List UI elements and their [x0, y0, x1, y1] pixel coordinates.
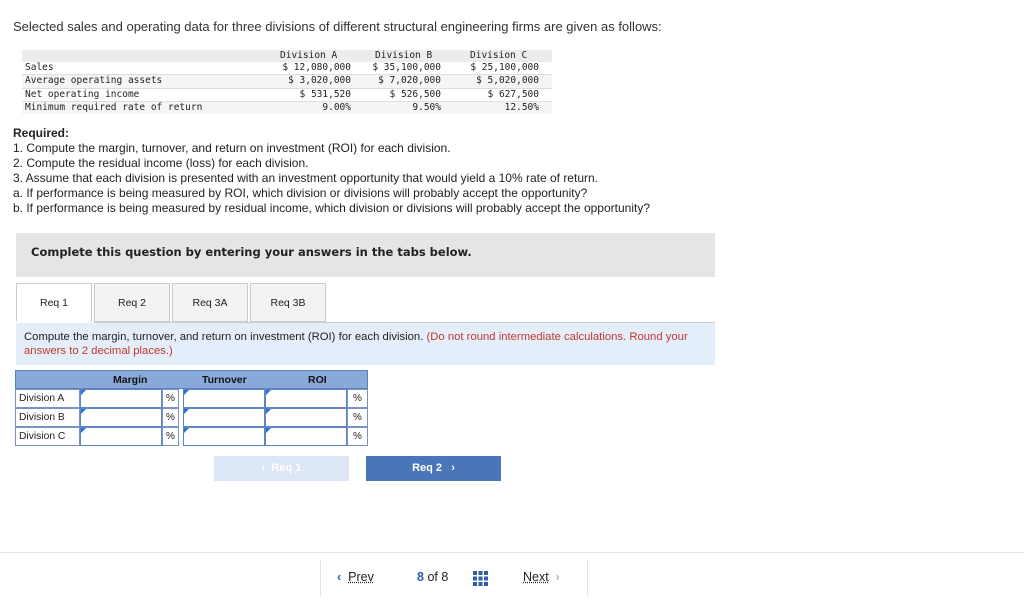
turnover-input-c[interactable]: [183, 427, 265, 446]
cell-a: $ 531,520: [299, 88, 351, 100]
cell-c: $ 25,100,000: [470, 62, 539, 73]
instruction-note: (Do not round intermediate calculations. Round your answers to 2 decimal places.): [24, 331, 688, 357]
required-item: 2. Compute the residual income (loss) for each division.: [13, 155, 309, 170]
header-roi: ROI: [308, 374, 327, 386]
pct-symbol: %: [347, 389, 368, 408]
required-item: 3. Assume that each division is presented with an investment opportunity that would yield a 10% rate of return.: [13, 170, 598, 185]
pct-symbol: %: [162, 389, 179, 408]
instruction-main: Compute the margin, turnover, and return on investment (ROI) for each division.: [24, 331, 424, 343]
pager-prev-button[interactable]: [337, 570, 374, 584]
question-pager: [320, 560, 588, 596]
row-label-division-c: Division C: [15, 427, 80, 446]
header-division-b: Division B: [375, 50, 433, 61]
cell-a: 9.00%: [322, 101, 351, 113]
turnover-input-a[interactable]: [183, 389, 265, 408]
tab-req-3a[interactable]: Req 3A: [172, 283, 248, 322]
next-req-label: Req 2: [412, 462, 443, 474]
prev-req-button[interactable]: [214, 456, 349, 481]
chevron-right-icon: ›: [555, 570, 560, 584]
row-label: Average operating assets: [25, 75, 163, 87]
turnover-input-b[interactable]: [183, 408, 265, 427]
pager-next-button[interactable]: [523, 570, 560, 584]
cell-b: $ 35,100,000: [372, 62, 441, 73]
cell-a: $ 3,020,000: [288, 75, 351, 87]
sales-data-table: [22, 50, 552, 114]
tab-req-2[interactable]: Req 2: [94, 283, 170, 322]
header-division-c: Division C: [470, 50, 528, 61]
data-table-header: [22, 50, 552, 62]
margin-input-c[interactable]: [80, 427, 162, 446]
pager-total: 8: [441, 570, 449, 584]
footer-divider: [0, 552, 1024, 553]
pager-current: 8: [417, 570, 424, 584]
chevron-left-icon: ‹: [261, 462, 266, 474]
cell-b: 9.50%: [412, 101, 441, 113]
margin-input-b[interactable]: [80, 408, 162, 427]
cell-b: $ 526,500: [389, 88, 441, 100]
row-label: Sales: [25, 62, 54, 73]
cell-a: $ 12,080,000: [282, 62, 351, 73]
required-item: a. If performance is being measured by ROI, which division or divisions will probably accept the opportunity?: [13, 185, 588, 200]
cell-b: $ 7,020,000: [378, 75, 441, 87]
required-item: 1. Compute the margin, turnover, and return on investment (ROI) for each division.: [13, 140, 451, 155]
required-title: Required:: [13, 126, 70, 140]
chevron-right-icon: ›: [451, 462, 455, 474]
complete-banner: [16, 233, 715, 277]
instruction-text: [24, 331, 704, 359]
question-intro: Selected sales and operating data for three divisions of different structural engineering firms are given as follows:: [13, 19, 662, 34]
header-division-a: Division A: [280, 50, 338, 61]
roi-input-a[interactable]: [265, 389, 347, 408]
pct-symbol: %: [347, 408, 368, 427]
prev-req-label: Req 1: [271, 462, 302, 474]
required-item: b. If performance is being measured by residual income, which division or divisions will probably accept the opportunity?: [13, 200, 650, 215]
tab-req-1[interactable]: Req 1: [16, 283, 92, 322]
row-label: Minimum required rate of return: [25, 101, 203, 113]
roi-input-b[interactable]: [265, 408, 347, 427]
pct-symbol: %: [162, 408, 179, 427]
row-label: Net operating income: [25, 88, 140, 100]
cell-c: 12.50%: [504, 101, 539, 113]
pager-next-label: Next: [523, 570, 549, 584]
pager-count: [417, 570, 448, 584]
roi-input-c[interactable]: [265, 427, 347, 446]
answer-table-header: [15, 370, 368, 389]
pct-symbol: %: [347, 427, 368, 446]
header-margin: Margin: [113, 374, 148, 386]
required-section: [13, 126, 650, 215]
chevron-left-icon: ‹: [337, 570, 342, 584]
instruction-panel: [16, 323, 715, 365]
pager-prev-label: Prev: [348, 570, 374, 584]
data-row-assets: [22, 74, 552, 87]
data-row-rate: [22, 101, 552, 114]
data-row-income: [22, 88, 552, 101]
tab-req-3b[interactable]: Req 3B: [250, 283, 326, 322]
data-row-sales: [22, 62, 552, 74]
complete-text: Complete this question by entering your answers in the tabs below.: [31, 245, 472, 259]
header-turnover: Turnover: [202, 374, 247, 386]
pager-of: of: [427, 570, 438, 584]
margin-input-a[interactable]: [80, 389, 162, 408]
next-req-button[interactable]: [366, 456, 501, 481]
row-label-division-a: Division A: [15, 389, 80, 408]
cell-c: $ 627,500: [487, 88, 539, 100]
row-label-division-b: Division B: [15, 408, 80, 427]
pct-symbol: %: [162, 427, 179, 446]
grid-icon[interactable]: [473, 571, 488, 586]
cell-c: $ 5,020,000: [476, 75, 539, 87]
